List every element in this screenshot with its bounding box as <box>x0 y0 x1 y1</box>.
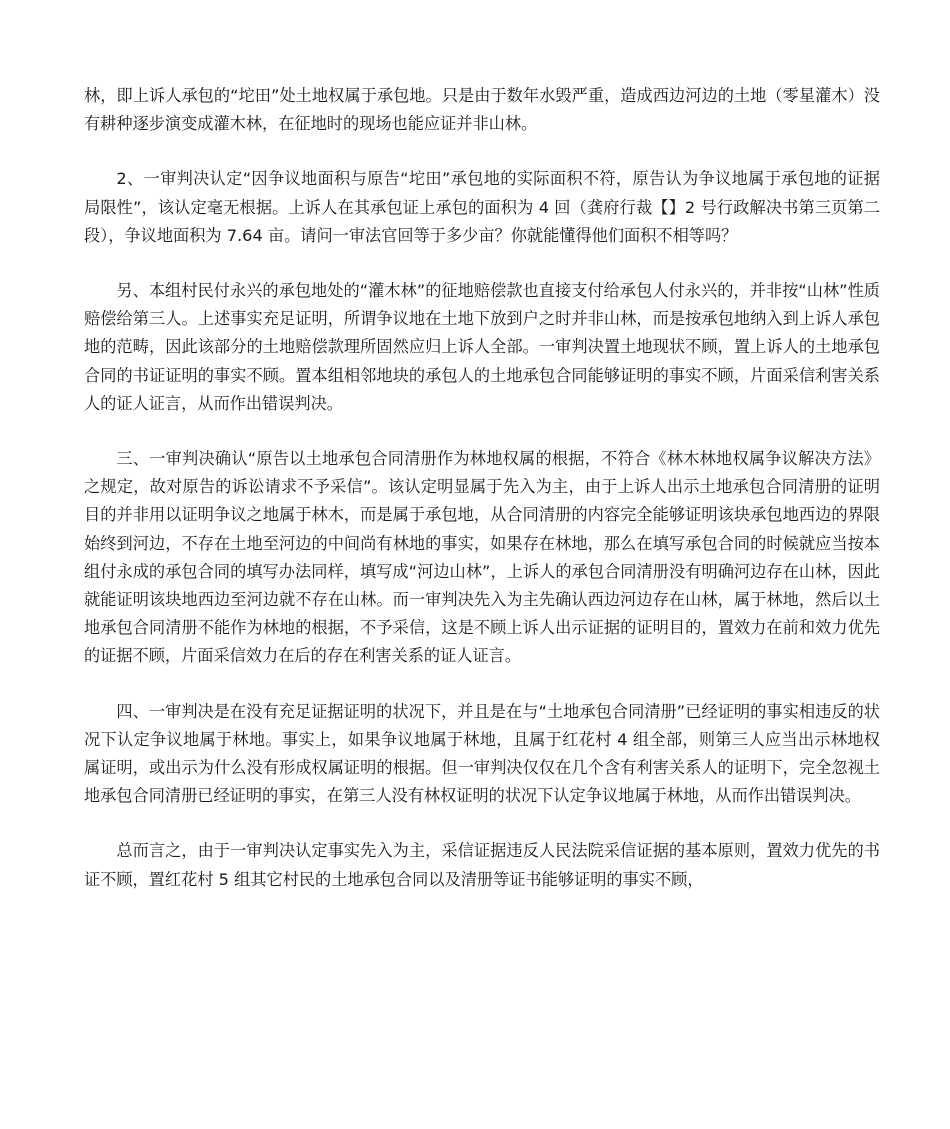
document-page <box>84 82 880 894</box>
paragraph-additional: 另、本组村民付永兴的承包地处的“灌木林”的征地赔偿款也直接支付给承包人付永兴的，并非按“山林”性质赔偿给第三人。上述事实充足证明，所谓争议地在土地下放到户之时并非山林，而是按承包地纳入到上诉人承包地的范畴，因此该部分的土地赔偿款理所固然应归上诉人全部。一审判决置土地现状不顾，置上诉人的土地承包合同的书证证明的事实不顾。置本组相邻地块的承包人的土地承包合同能够证明的事实不顾，片面采信利害关系人的证人证言，从而作出错误判决。 <box>84 281 880 413</box>
paragraph-conclusion: 总而言之，由于一审判决认定事实先入为主，采信证据违反人民法院采信证据的基本原则，置效力优先的书证不顾，置红花村 5 组其它村民的土地承包合同以及清册等证书能够证明的事实不顾， <box>84 841 880 889</box>
paragraph-point-2: 2、一审判决认定“因争议地面积与原告“坨田”承包地的实际面积不符，原告认为争议地属于承包地的证据局限性”，该认定毫无根据。上诉人在其承包证上承包的面积为 4 回（龚府行裁【】2 号行政解决书第三页第二段），争议地面积为 7.64 亩。请问一审法官回等于多少亩？你就能懂得他们面积不相等吗？ <box>84 169 880 245</box>
paragraph-point-3: 三、一审判决确认“原告以土地承包合同清册作为林地权属的根据，不符合《林木林地权属争议解决方法》之规定，故对原告的诉讼请求不予采信”。该认定明显属于先入为主，由于上诉人出示土地承包合同清册的证明目的并非用以证明争议之地属于林木，而是属于承包地，从合同清册的内容完全能够证明该块承包地西边的界限始终到河边，不存在土地至河边的中间尚有林地的事实，如果存在林地，那么在填写承包合同的时候就应当按本组付永成的承包合同的填写办法同样，填写成“河边山林”，上诉人的承包合同清册没有明确河边存在山林，因此就能证明该块地西边至河边就不存在山林。而一审判决先入为主先确认西边河边存在山林，属于林地，然后以土地承包合同清册不能作为林地的根据，不予采信，这是不顾上诉人出示证据的证明目的，置效力在前和效力优先的证据不顾，片面采信效力在后的存在利害关系的证人证言。 <box>84 449 880 666</box>
paragraph-point-4: 四、一审判决是在没有充足证据证明的状况下，并且是在与“土地承包合同清册”已经证明的事实相违反的状况下认定争议地属于林地。事实上，如果争议地属于林地，且属于红花村 4 组全部，则第三人应当出示林地权属证明，或出示为什么没有形成权属证明的根据。但一审判决仅仅在几个含有利害关系人的证明下，完全忽视土地承包合同清册已经证明的事实，在第三人没有林权证明的状况下认定争议地属于林地，从而作出错误判决。 <box>84 701 880 806</box>
paragraph-continuation: 林，即上诉人承包的“坨田”处土地权属于承包地。只是由于数年水毁严重，造成西边河边的土地（零星灌木）没有耕种逐步演变成灌木林，在征地时的现场也能应证并非山林。 <box>84 86 880 134</box>
